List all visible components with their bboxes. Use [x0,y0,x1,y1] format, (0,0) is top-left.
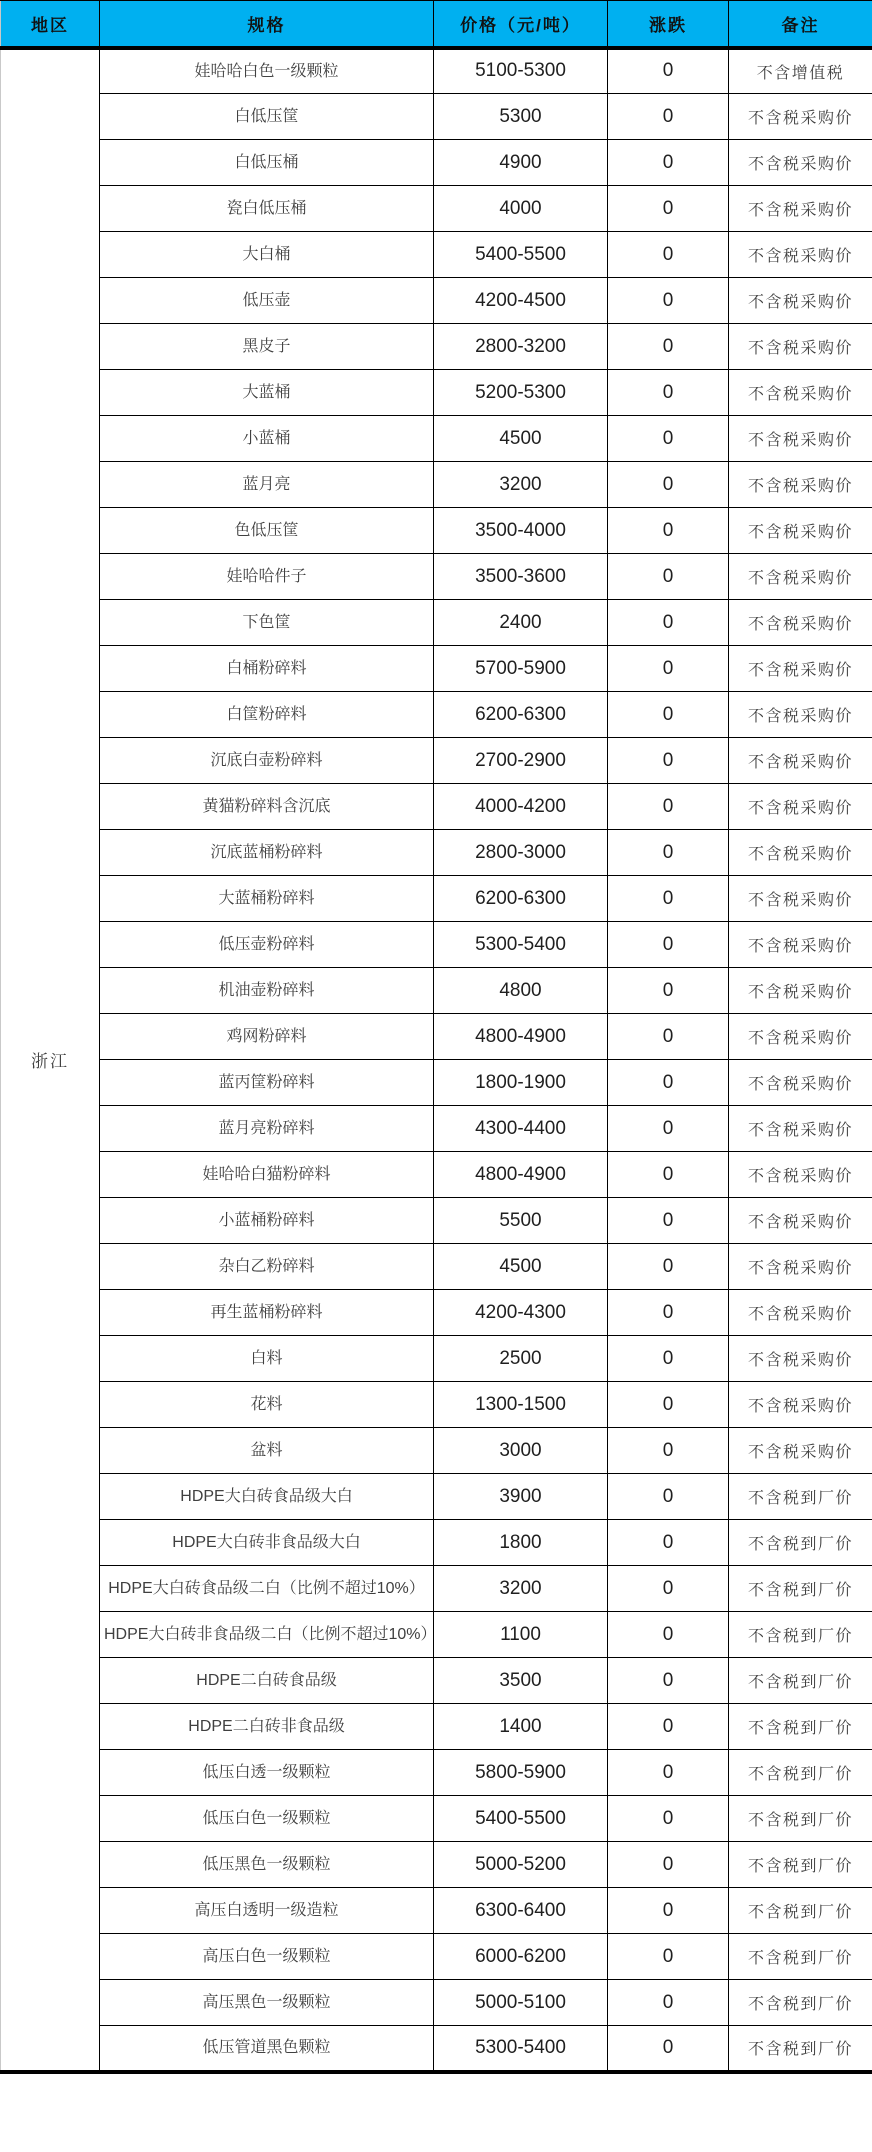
price-cell: 5800-5900 [434,1750,608,1796]
table-row [1,2026,872,2072]
table-row [1,324,872,370]
price-cell: 4800-4900 [434,1014,608,1060]
price-cell: 1400 [434,1704,608,1750]
change-cell: 0 [608,508,729,554]
price-cell: 3200 [434,1566,608,1612]
change-cell: 0 [608,140,729,186]
price-cell: 5400-5500 [434,1796,608,1842]
spec-cell: 低压壶 [100,278,434,324]
spec-cell: 再生蓝桶粉碎料 [100,1290,434,1336]
note-cell: 不含税采购价 [729,922,872,968]
price-cell: 5300-5400 [434,922,608,968]
price-cell: 4200-4500 [434,278,608,324]
note-cell: 不含税到厂价 [729,1980,872,2026]
note-cell: 不含税采购价 [729,600,872,646]
change-cell: 0 [608,600,729,646]
price-cell: 2800-3000 [434,830,608,876]
header-spec: 规格 [100,1,434,48]
price-cell: 2800-3200 [434,324,608,370]
note-cell: 不含税采购价 [729,186,872,232]
table-row [1,922,872,968]
price-cell: 6000-6200 [434,1934,608,1980]
price-cell: 3900 [434,1474,608,1520]
change-cell: 0 [608,692,729,738]
note-cell: 不含税采购价 [729,1428,872,1474]
spec-cell: HDPE大白砖食品级二白（比例不超过10%） [100,1566,434,1612]
change-cell: 0 [608,876,729,922]
spec-cell: 蓝月亮 [100,462,434,508]
price-cell: 4000 [434,186,608,232]
header-price: 价格（元/吨） [434,1,608,48]
price-cell: 4500 [434,416,608,462]
change-cell: 0 [608,1060,729,1106]
note-cell: 不含税采购价 [729,278,872,324]
header-region: 地区 [1,1,100,48]
change-cell: 0 [608,1980,729,2026]
note-cell: 不含税采购价 [729,968,872,1014]
price-cell: 3000 [434,1428,608,1474]
note-cell: 不含税到厂价 [729,2026,872,2072]
spec-cell: 蓝月亮粉碎料 [100,1106,434,1152]
header-row [1,1,872,48]
note-cell: 不含税采购价 [729,370,872,416]
spec-cell: 娃哈哈件子 [100,554,434,600]
change-cell: 0 [608,1152,729,1198]
table-row [1,692,872,738]
spec-cell: 高压白透明一级造粒 [100,1888,434,1934]
change-cell: 0 [608,416,729,462]
spec-cell: 大白桶 [100,232,434,278]
table-row [1,1244,872,1290]
table-row [1,1060,872,1106]
price-cell: 4300-4400 [434,1106,608,1152]
note-cell: 不含税采购价 [729,1244,872,1290]
table-row [1,416,872,462]
price-cell: 5200-5300 [434,370,608,416]
price-cell: 3500-3600 [434,554,608,600]
note-cell: 不含税采购价 [729,1382,872,1428]
change-cell: 0 [608,1336,729,1382]
table-row [1,1704,872,1750]
change-cell: 0 [608,1244,729,1290]
price-cell: 4000-4200 [434,784,608,830]
table-row [1,278,872,324]
spec-cell: 白料 [100,1336,434,1382]
change-cell: 0 [608,830,729,876]
price-cell: 2500 [434,1336,608,1382]
note-cell: 不含税采购价 [729,876,872,922]
note-cell: 不含税采购价 [729,784,872,830]
price-cell: 2400 [434,600,608,646]
spec-cell: 白筐粉碎料 [100,692,434,738]
region-cell: 浙江 [1,48,100,2072]
spec-cell: 机油壶粉碎料 [100,968,434,1014]
table-row [1,232,872,278]
spec-cell: 低压壶粉碎料 [100,922,434,968]
change-cell: 0 [608,94,729,140]
change-cell: 0 [608,2026,729,2072]
spec-cell: 杂白乙粉碎料 [100,1244,434,1290]
spec-cell: HDPE二白砖食品级 [100,1658,434,1704]
table-row [1,784,872,830]
note-cell: 不含税采购价 [729,1060,872,1106]
price-cell: 4900 [434,140,608,186]
spec-cell: 低压白透一级颗粒 [100,1750,434,1796]
note-cell: 不含税到厂价 [729,1750,872,1796]
change-cell: 0 [608,278,729,324]
change-cell: 0 [608,186,729,232]
table-row [1,1336,872,1382]
price-cell: 5400-5500 [434,232,608,278]
note-cell: 不含税采购价 [729,140,872,186]
change-cell: 0 [608,1474,729,1520]
table-row [1,1750,872,1796]
change-cell: 0 [608,370,729,416]
price-cell: 5700-5900 [434,646,608,692]
note-cell: 不含税采购价 [729,462,872,508]
change-cell: 0 [608,1796,729,1842]
change-cell: 0 [608,462,729,508]
change-cell: 0 [608,1750,729,1796]
spec-cell: 高压黑色一级颗粒 [100,1980,434,2026]
spec-cell: 白桶粉碎料 [100,646,434,692]
change-cell: 0 [608,1658,729,1704]
table-row [1,48,872,94]
spec-cell: 鸡网粉碎料 [100,1014,434,1060]
change-cell: 0 [608,1014,729,1060]
table-body [1,48,872,2072]
spec-cell: 白低压桶 [100,140,434,186]
table-row [1,186,872,232]
spec-cell: 蓝丙筐粉碎料 [100,1060,434,1106]
change-cell: 0 [608,1198,729,1244]
table-row [1,1152,872,1198]
change-cell: 0 [608,1934,729,1980]
note-cell: 不含税到厂价 [729,1520,872,1566]
spec-cell: 盆料 [100,1428,434,1474]
note-cell: 不含税采购价 [729,1198,872,1244]
table-row [1,1566,872,1612]
spec-cell: 娃哈哈白色一级颗粒 [100,48,434,94]
change-cell: 0 [608,646,729,692]
spec-cell: 高压白色一级颗粒 [100,1934,434,1980]
note-cell: 不含税采购价 [729,1336,872,1382]
table-row [1,1290,872,1336]
price-cell: 5500 [434,1198,608,1244]
note-cell: 不含税到厂价 [729,1704,872,1750]
note-cell: 不含增值税 [729,48,872,94]
spec-cell: 瓷白低压桶 [100,186,434,232]
note-cell: 不含税采购价 [729,1014,872,1060]
price-cell: 1300-1500 [434,1382,608,1428]
note-cell: 不含税到厂价 [729,1842,872,1888]
price-cell: 1800 [434,1520,608,1566]
note-cell: 不含税到厂价 [729,1796,872,1842]
table-row [1,554,872,600]
change-cell: 0 [608,1566,729,1612]
price-cell: 5000-5100 [434,1980,608,2026]
price-cell: 4800 [434,968,608,1014]
note-cell: 不含税采购价 [729,324,872,370]
table-row [1,600,872,646]
note-cell: 不含税采购价 [729,554,872,600]
table-row [1,1014,872,1060]
change-cell: 0 [608,922,729,968]
spec-cell: 大蓝桶粉碎料 [100,876,434,922]
note-cell: 不含税到厂价 [729,1566,872,1612]
note-cell: 不含税采购价 [729,94,872,140]
change-cell: 0 [608,1888,729,1934]
spec-cell: HDPE大白砖食品级大白 [100,1474,434,1520]
header-note: 备注 [729,1,872,48]
spec-cell: 娃哈哈白猫粉碎料 [100,1152,434,1198]
change-cell: 0 [608,1704,729,1750]
spec-cell: 下色筐 [100,600,434,646]
table-row [1,1520,872,1566]
table-row [1,1888,872,1934]
spec-cell: 大蓝桶 [100,370,434,416]
table-row [1,1474,872,1520]
table-row [1,370,872,416]
table-row [1,94,872,140]
table-row [1,1428,872,1474]
table-row [1,646,872,692]
spec-cell: 黄猫粉碎料含沉底 [100,784,434,830]
table-row [1,508,872,554]
table-header [1,1,872,48]
price-cell: 3500 [434,1658,608,1704]
price-cell: 5300-5400 [434,2026,608,2072]
spec-cell: HDPE大白砖非食品级二白（比例不超过10%） [100,1612,434,1658]
note-cell: 不含税到厂价 [729,1658,872,1704]
note-cell: 不含税采购价 [729,830,872,876]
change-cell: 0 [608,48,729,94]
change-cell: 0 [608,554,729,600]
note-cell: 不含税采购价 [729,646,872,692]
note-cell: 不含税采购价 [729,738,872,784]
change-cell: 0 [608,968,729,1014]
price-cell: 5300 [434,94,608,140]
spec-cell: 花料 [100,1382,434,1428]
price-cell: 4200-4300 [434,1290,608,1336]
change-cell: 0 [608,1520,729,1566]
table-row [1,1198,872,1244]
spec-cell: 低压管道黑色颗粒 [100,2026,434,2072]
price-cell: 4500 [434,1244,608,1290]
spec-cell: 低压白色一级颗粒 [100,1796,434,1842]
table-row [1,1658,872,1704]
note-cell: 不含税采购价 [729,508,872,554]
table-row [1,462,872,508]
price-cell: 6200-6300 [434,876,608,922]
table-row [1,1106,872,1152]
table-row [1,1796,872,1842]
note-cell: 不含税采购价 [729,232,872,278]
spec-cell: HDPE大白砖非食品级大白 [100,1520,434,1566]
spec-cell: 色低压筐 [100,508,434,554]
change-cell: 0 [608,1290,729,1336]
change-cell: 0 [608,232,729,278]
price-cell: 6200-6300 [434,692,608,738]
change-cell: 0 [608,1428,729,1474]
change-cell: 0 [608,1106,729,1152]
change-cell: 0 [608,324,729,370]
note-cell: 不含税采购价 [729,1152,872,1198]
price-cell: 2700-2900 [434,738,608,784]
note-cell: 不含税采购价 [729,1106,872,1152]
table-row [1,738,872,784]
note-cell: 不含税采购价 [729,1290,872,1336]
change-cell: 0 [608,784,729,830]
change-cell: 0 [608,1842,729,1888]
price-cell: 6300-6400 [434,1888,608,1934]
note-cell: 不含税到厂价 [729,1888,872,1934]
table-row [1,1934,872,1980]
price-cell: 3200 [434,462,608,508]
price-cell: 1100 [434,1612,608,1658]
note-cell: 不含税采购价 [729,692,872,738]
price-cell: 5000-5200 [434,1842,608,1888]
spec-cell: 低压黑色一级颗粒 [100,1842,434,1888]
table-row [1,1980,872,2026]
price-cell: 3500-4000 [434,508,608,554]
spec-cell: 黑皮子 [100,324,434,370]
note-cell: 不含税到厂价 [729,1474,872,1520]
table-row [1,1842,872,1888]
table-row [1,830,872,876]
spec-cell: 白低压筐 [100,94,434,140]
table-row [1,876,872,922]
change-cell: 0 [608,1612,729,1658]
change-cell: 0 [608,738,729,784]
spec-cell: 小蓝桶 [100,416,434,462]
price-cell: 1800-1900 [434,1060,608,1106]
spec-cell: HDPE二白砖非食品级 [100,1704,434,1750]
table-row [1,140,872,186]
table-row [1,1612,872,1658]
change-cell: 0 [608,1382,729,1428]
spec-cell: 沉底蓝桶粉碎料 [100,830,434,876]
table-row [1,1382,872,1428]
note-cell: 不含税采购价 [729,416,872,462]
note-cell: 不含税到厂价 [729,1612,872,1658]
table-row [1,968,872,1014]
spec-cell: 小蓝桶粉碎料 [100,1198,434,1244]
spec-cell: 沉底白壶粉碎料 [100,738,434,784]
price-cell: 4800-4900 [434,1152,608,1198]
price-cell: 5100-5300 [434,48,608,94]
note-cell: 不含税到厂价 [729,1934,872,1980]
header-change: 涨跌 [608,1,729,48]
